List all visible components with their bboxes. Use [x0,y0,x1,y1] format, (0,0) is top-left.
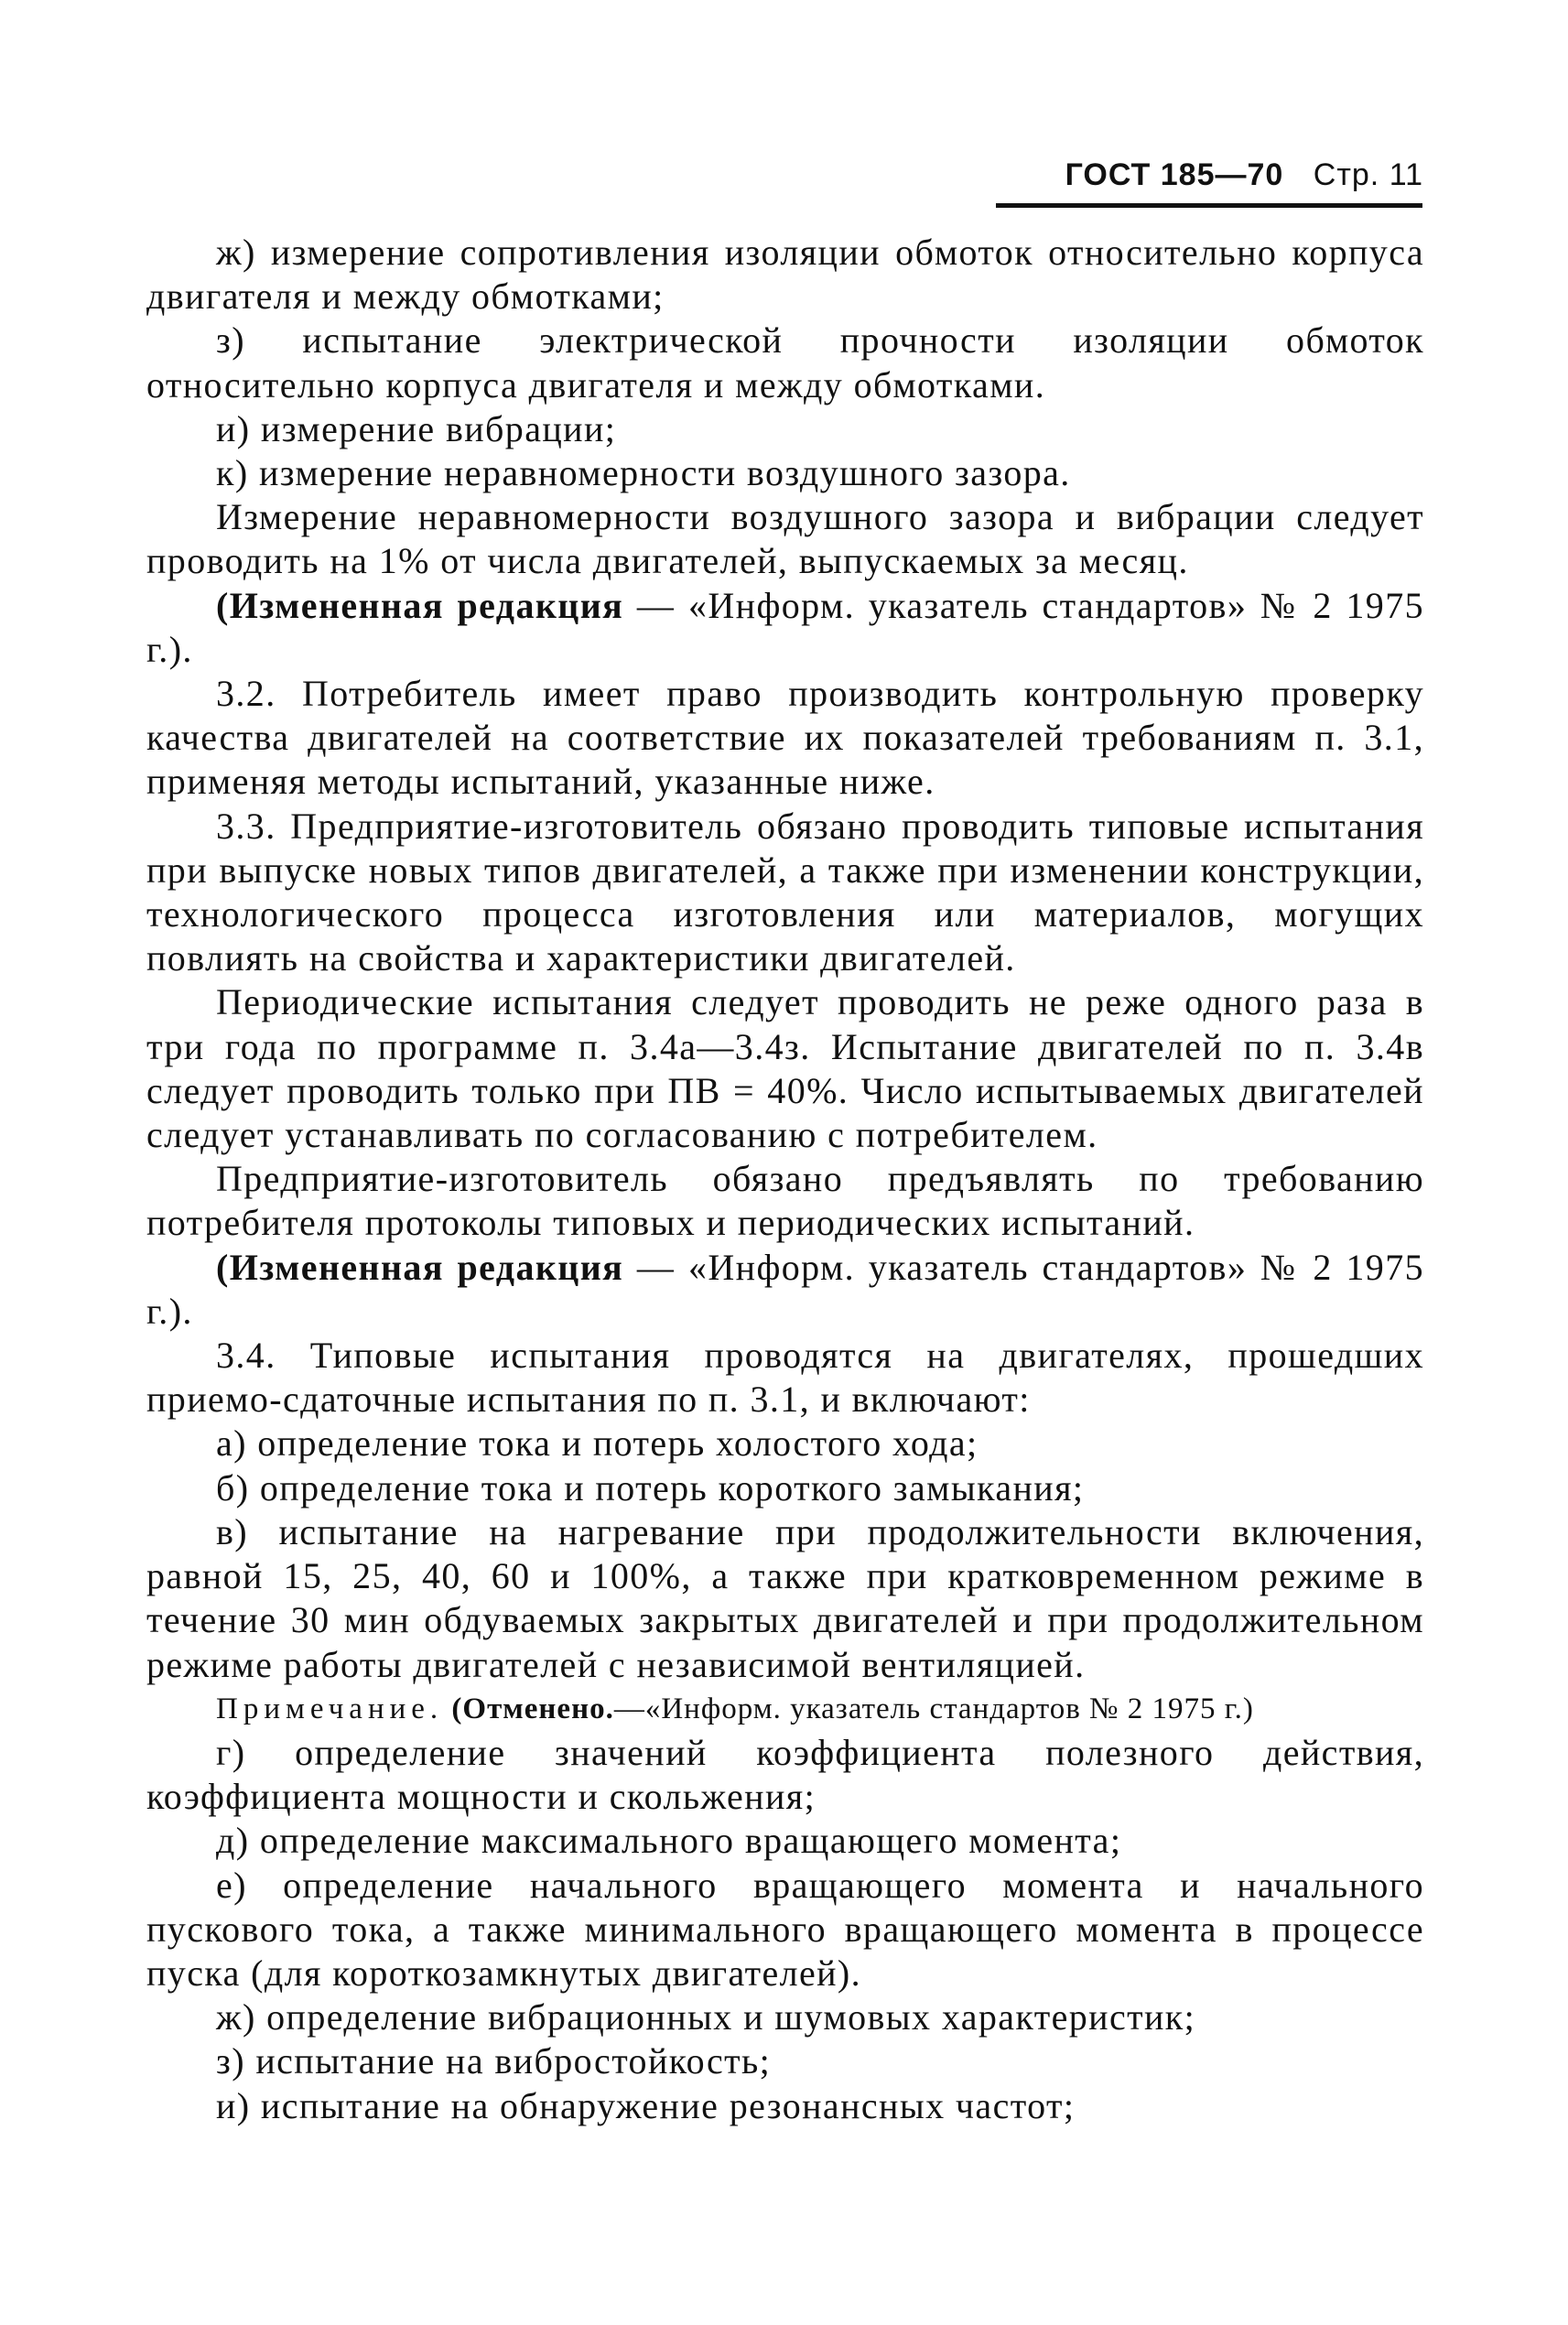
note-status: (Отменено. [451,1692,614,1725]
note [146,1687,1424,1731]
paragraph: 3.2. Потребитель имеет право производить контрольную проверку качества двигателей на соответствие их показателей требованиям п. 3.1, применяя методы испытаний, указанные ниже. [146,673,1424,803]
amendment-label: (Измененная редакция [216,584,624,626]
amendment-note [146,1246,1424,1334]
amendment-text: — «Информ. указатель стандартов» № 2 1975 г.). [146,584,1424,670]
list-item: з) испытание на вибростойкость; [216,2040,772,2082]
page-header [1065,157,1423,193]
paragraph: 3.3. Предприятие-изготовитель обязано проводить типовые испытания при выпуске новых типов двигателей, а также при изменении конструкции, технологического процесса изготовления или материалов, могущих повлиять на свойства и характеристики двигателей. [146,805,1424,979]
note-label: Примечание. [216,1692,444,1725]
paragraph: Периодические испытания следует проводить не реже одного раза в три года по программе п. 3.4а—3.4з. Испытание двигателей по п. 3.4в следует проводить только при ПВ = 40%. Число испытываемых двигателей следует устанавливать по согласованию с потребителем. [146,981,1424,1156]
note-text: —«Информ. указатель стандартов № 2 1975 г.) [613,1692,1254,1725]
list-item: е) определение начального вращающего момента и начального пускового тока, а также минимального вращающего момента в процессе пуска (для короткозамкнутых двигателей). [146,1864,1424,1994]
amendment-text: — «Информ. указатель стандартов» № 2 1975 г.). [146,1246,1424,1332]
paragraph: 3.4. Типовые испытания проводятся на двигателях, прошедших приемо-сдаточные испытания по п. 3.1, и включают: [146,1335,1424,1421]
paragraph: ж) измерение сопротивления изоляции обмоток относительно корпуса двигателя и между обмотками; [146,232,1424,318]
list-item: а) определение тока и потерь холостого хода; [216,1422,979,1465]
paragraph: з) испытание электрической прочности изоляции обмоток относительно корпуса двигателя и между обмотками. [146,319,1424,406]
amendment-label: (Измененная редакция [216,1246,624,1288]
list-item: б) определение тока и потерь короткого замыкания; [216,1466,1085,1509]
list-item: ж) определение вибрационных и шумовых характеристик; [216,1996,1196,2038]
paragraph: Измерение неравномерности воздушного зазора и вибрации следует проводить на 1% от числа двигателей, выпускаемых за месяц. [146,496,1424,582]
list-item: и) испытание на обнаружение резонансных частот; [216,2084,1076,2126]
paragraph: к) измерение неравномерности воздушного зазора. [216,452,1071,494]
amendment-note [146,584,1424,672]
body-text [146,231,1424,2128]
list-item: д) определение максимального вращающего момента; [216,1820,1122,1862]
page-number: Стр. 11 [1313,157,1423,192]
paragraph: Предприятие-изготовитель обязано предъявлять по требованию потребителя протоколы типовых и периодических испытаний. [146,1158,1424,1244]
list-item: г) определение значений коэффициента полезного действия, коэффициента мощности и скольжения; [146,1731,1424,1818]
header-rule [996,203,1422,208]
standard-code: ГОСТ 185—70 [1065,157,1284,192]
list-item: в) испытание на нагревание при продолжительности включения, равной 15, 25, 40, 60 и 100%, а также при кратковременном режиме в течение 30 мин обдуваемых закрытых двигателей и при продолжительном режиме работы двигателей с независимой вентиляцией. [146,1510,1424,1685]
paragraph: и) измерение вибрации; [216,407,617,449]
